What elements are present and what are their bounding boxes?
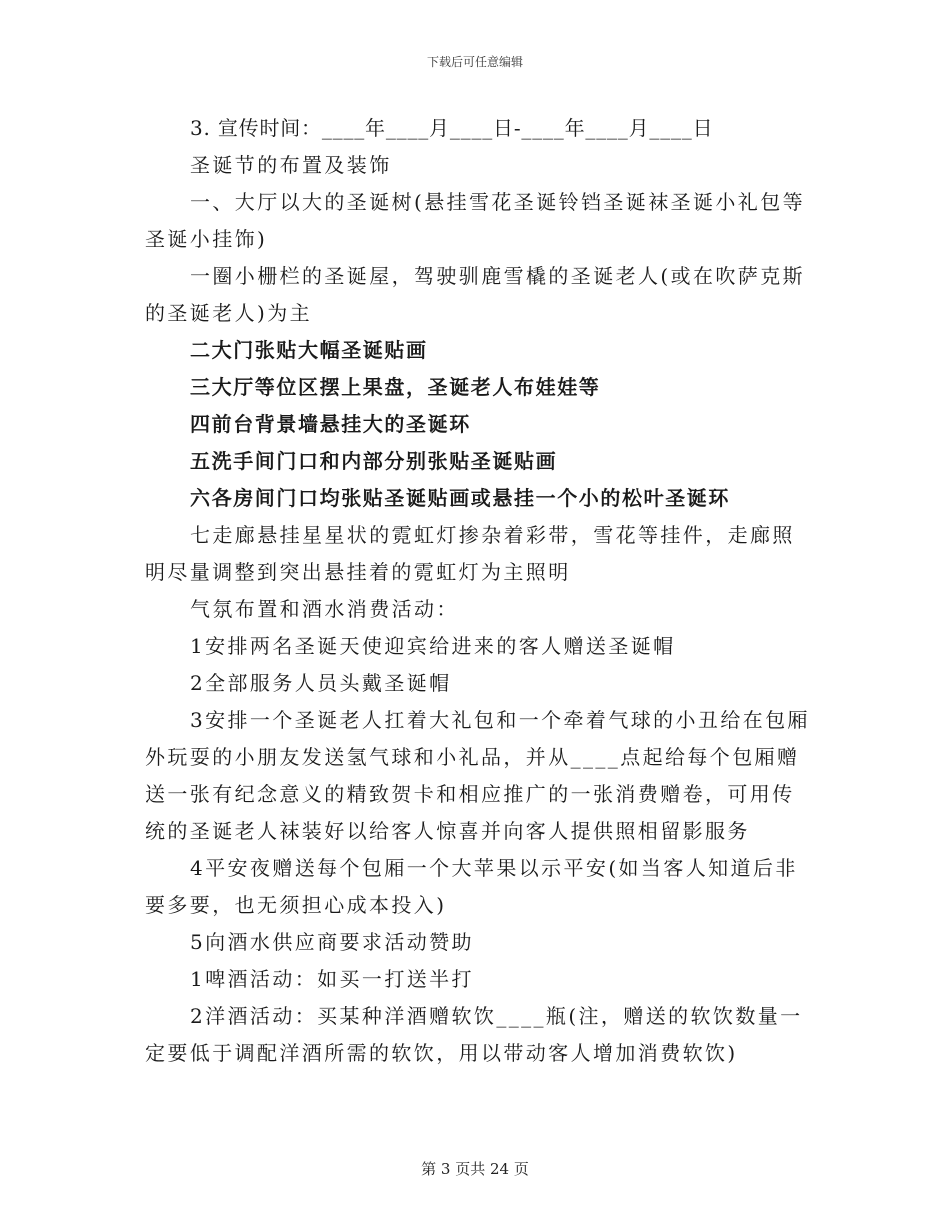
paragraph-liquor-activity: 2洋酒活动：买某种洋酒赠软饮____瓶(注，赠送的软饮数量一定要低于调配洋酒所需的软饮，用以带动客人增加消费软饮) <box>145 1004 803 1065</box>
paragraph-item-5: 五洗手间门口和内部分别张贴圣诞贴画 <box>190 449 558 473</box>
document-body <box>145 110 810 1072</box>
paragraph-activity-2: 2全部服务人员头戴圣诞帽 <box>190 671 452 695</box>
paragraph-item-1-detail: 一圈小栅栏的圣诞屋，驾驶驯鹿雪橇的圣诞老人(或在吹萨克斯的圣诞老人)为主 <box>145 264 806 325</box>
paragraph-beer-activity: 1啤酒活动：如买一打送半打 <box>190 967 474 991</box>
paragraph-item-2: 二大门张贴大幅圣诞贴画 <box>190 338 428 362</box>
paragraph-item-6: 六各房间门口均张贴圣诞贴画或悬挂一个小的松叶圣诞环 <box>190 486 730 510</box>
paragraph-activities-title: 气氛布置和酒水消费活动： <box>190 597 459 621</box>
paragraph-section-title: 圣诞节的布置及装饰 <box>190 153 392 177</box>
paragraph-activity-3: 3安排一个圣诞老人扛着大礼包和一个牵着气球的小丑给在包厢外玩耍的小朋友发送氢气球和小礼品，并从____点起给每个包厢赠送一张有纪念意义的精致贺卡和相应推广的一张消费赠卷，可用传统的圣诞老人袜装好以给客人惊喜并向客人提供照相留影服务 <box>145 708 810 843</box>
paragraph-activity-1: 1安排两名圣诞天使迎宾给进来的客人赠送圣诞帽 <box>190 634 676 658</box>
paragraph-activity-4: 4平安夜赠送每个包厢一个大苹果以示平安(如当客人知道后非要多要，也无须担心成本投入) <box>145 856 798 917</box>
paragraph-item-1: 一、大厅以大的圣诞树(悬挂雪花圣诞铃铛圣诞袜圣诞小礼包等圣诞小挂饰) <box>145 190 806 251</box>
paragraph-item-3: 三大厅等位区摆上果盘，圣诞老人布娃娃等 <box>190 375 601 399</box>
paragraph-activity-5: 5向酒水供应商要求活动赞助 <box>190 930 474 954</box>
page-number: 第 3 页共 24 页 <box>421 1160 529 1178</box>
paragraph-item-7: 七走廊悬挂星星状的霓虹灯掺杂着彩带，雪花等挂件，走廊照明尽量调整到突出悬挂着的霓虹灯为主照明 <box>145 523 795 584</box>
paragraph-item-4: 四前台背景墙悬挂大的圣诞环 <box>190 412 471 436</box>
page-header-note: 下载后可任意编辑 <box>426 55 523 69</box>
paragraph-publicity-time: 3. 宣传时间：____年____月____日-____年____月____日 <box>190 116 714 140</box>
